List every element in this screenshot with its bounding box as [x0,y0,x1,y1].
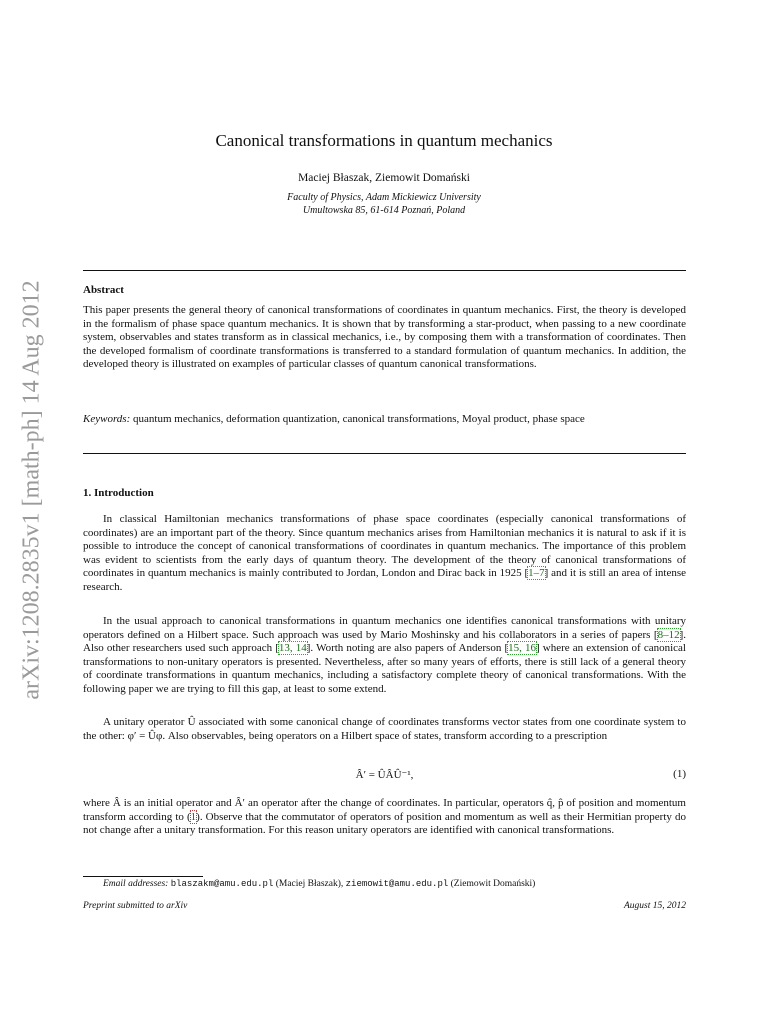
intro-paragraph-2-text-a: In the usual approach to canonical transformations in quantum mechanics one identifies canonical transformations with unitary operators defined on a Hilbert space. Such approach was used by Mario Moshinsky and his collaborators in a series of papers [ [83,615,686,641]
arxiv-stamp [12,280,52,700]
intro-paragraph-2 [83,615,686,697]
preprint-note: Preprint submitted to arXiv [83,901,188,911]
paper-title: Canonical transformations in quantum mechanics [215,131,553,150]
intro-paragraph-4 [83,797,686,838]
intro-paragraph-1-text: In classical Hamiltonian mechanics transformations of phase space coordinates (especially canonical transformations of coordinates) are an important part of the theory. Since quantum mechanics arises from Hamiltonian mechanics it is natural to ask if it is possible to introduce the concept of canonical transformations of coordinates in quantum mechanics. The importance of this problem was evident to scientists from the early days of quantum theory. The development of the theory of canonical transformations of coordinates in quantum mechanics is mainly contributed to Jordan, London and Dirac back in 1925 [ [83,513,686,580]
intro-paragraph-2-text-c: ]. Worth noting are also papers of Anderson [ [306,642,509,655]
keywords-text: quantum mechanics, deformation quantization, canonical transformations, Moyal product, phase space [133,413,585,425]
intro-paragraph-3: A unitary operator Û associated with some canonical change of coordinates transforms vector states from one coordinate system to the other: φ′ = Ûφ. Also observables, being operators on a Hilbert space of states, transform according to a prescription [83,716,686,742]
affiliation-line-2: Umultowska 85, 61-614 Poznań, Poland [302,205,466,216]
email-link-1[interactable]: blaszakm@amu.edu.pl [170,879,274,889]
paper-authors: Maciej Błaszak, Ziemowit Domański [298,172,470,184]
section-1-heading: 1. Introduction [83,487,154,499]
preprint-date: August 15, 2012 [623,901,686,911]
citation-link[interactable]: 1–7 [528,567,545,580]
abstract-bottom-rule [83,453,686,454]
citation-link[interactable]: 13, 14 [278,642,307,655]
email-name-1: (Maciej Błaszak), [275,879,344,889]
arxiv-stamp-text: arXiv:1208.2835v1 [math-ph] 14 Aug 2012 [18,280,45,700]
equation-reference-link[interactable]: 1 [190,810,197,823]
keywords [83,413,686,427]
footnote-emails [83,879,686,889]
abstract-top-rule [83,270,686,271]
abstract-heading: Abstract [83,284,124,296]
intro-paragraph-1-end: ] and it is still an area of intense research. [83,567,686,593]
equation-1-math: Â′ = ÛÂÛ⁻¹, [355,769,414,781]
intro-paragraph-4-text-a: where Â is an initial operator and Â′ an operator after the change of coordinates. In particular, operators q̂, p̂ of position and momentum transform according to ( [83,797,686,823]
email-link-2[interactable]: ziemowit@amu.edu.pl [345,879,449,889]
affiliation-line-1: Faculty of Physics, Adam Mickiewicz University [287,192,481,203]
keywords-label: Keywords: [83,413,131,425]
citation-link[interactable]: 15, 16 [508,642,536,655]
citation-link[interactable]: 8–12 [657,628,680,641]
intro-paragraph-1 [83,513,686,595]
abstract-text: This paper presents the general theory of canonical transformations of coordinates in quantum mechanics. First, the theory is developed in the formalism of phase space quantum mechanics. It is shown that by transforming a star-product, when passing to a new coordinate system, observables and states transform as in classical mechanics, i.e., by composing them with a transformation of coordinates. Then the developed formalism of coordinate transformations is transferred to a standard formulation of quantum mechanics. In addition, the developed theory is illustrated on examples of particular classes of quantum canonical transformations. [83,304,686,371]
equation-1 [83,768,686,784]
footnote-label: Email addresses: [103,879,169,889]
footnote-rule [83,876,203,877]
intro-paragraph-2-text-d: ] where an extension of canonical transformations to non-unitary operators is presented. Nevertheless, after so many years of efforts, there is still lack of a general theory of coordinate transformations in quantum mechanics, including a satisfactory complete theory of canonical transformations. With the following paper we are trying to fill this gap, at least to some extend. [83,642,686,695]
email-name-2: (Ziemowit Domański) [450,879,536,889]
intro-paragraph-2-text-b: ]. Also other researchers used such approach [ [83,628,686,655]
equation-1-number: (1) [673,768,686,780]
intro-paragraph-4-text-b: ). Observe that the commutator of operators of position and momentum as well as their Hermitian property do not change after a unitary transformation. For this reason unitary operators are identified with canonical transformations. [83,810,686,837]
